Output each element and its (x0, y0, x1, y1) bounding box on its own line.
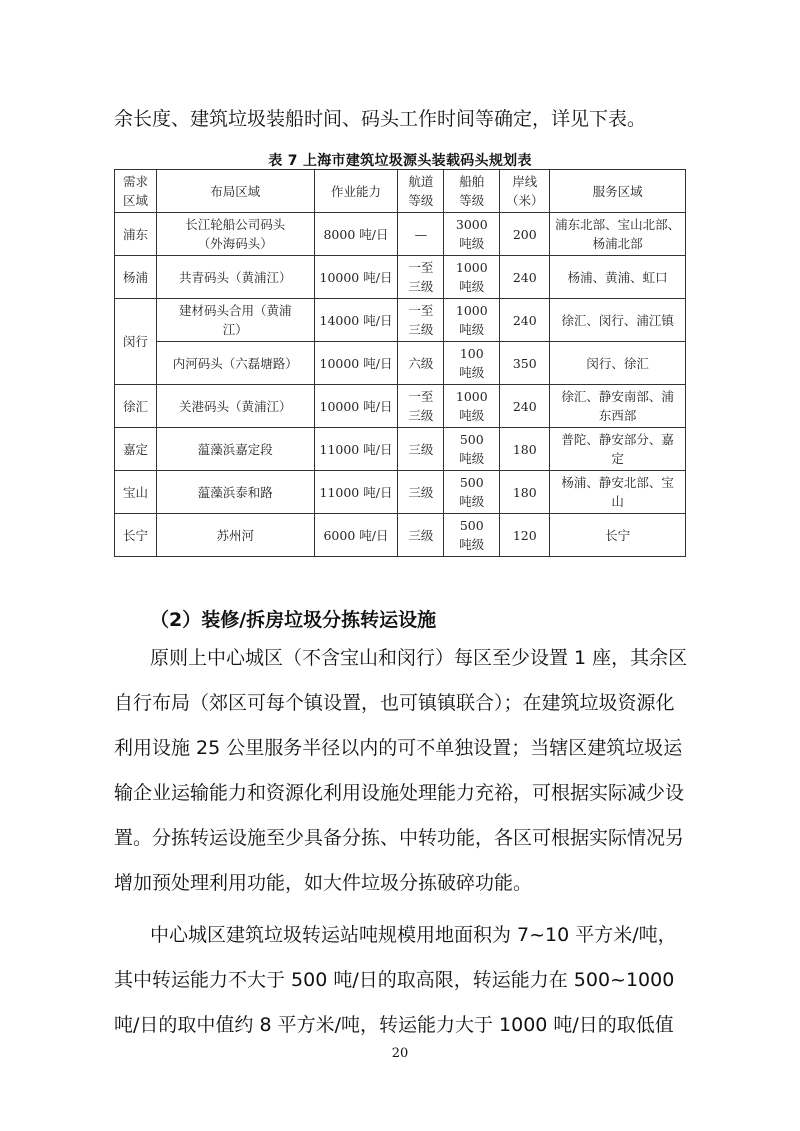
cell-district: 宝山 (115, 471, 157, 514)
cell-capacity: 8000 吨/日 (314, 213, 398, 256)
cell-vessel: 100 吨级 (444, 342, 500, 385)
header-channel: 航道 等级 (398, 170, 444, 213)
body-line: 增加预处理利用功能，如大件垃圾分拣破碎功能。 (114, 872, 533, 894)
table-caption: 表 7 上海市建筑垃圾源头装载码头规划表 (268, 153, 532, 169)
cell-channel: 三级 (398, 471, 444, 514)
cell-district: 闵行 (115, 299, 157, 385)
cell-service: 闵行、徐汇 (550, 342, 686, 385)
cell-capacity: 10000 吨/日 (314, 342, 398, 385)
table-row (115, 342, 686, 385)
cell-channel: 三级 (398, 514, 444, 557)
cell-channel: 三级 (398, 428, 444, 471)
cell-service: 杨浦、黄浦、虹口 (550, 256, 686, 299)
cell-layout: 苏州河 (156, 514, 314, 557)
cell-district: 杨浦 (115, 256, 157, 299)
table-row (115, 514, 686, 557)
section-title: （2）装修/拆房垃圾分拣转运设施 (150, 609, 437, 631)
cell-layout: 关港码头（黄浦江） (156, 385, 314, 428)
header-service: 服务区域 (550, 170, 686, 213)
table-row (115, 256, 686, 299)
cell-shoreline: 240 (500, 256, 550, 299)
table-header-row (115, 170, 686, 213)
cell-service: 浦东北部、宝山北部、 杨浦北部 (550, 213, 686, 256)
cell-shoreline: 240 (500, 299, 550, 342)
body-line: 中心城区建筑垃圾转运站吨规模用地面积为 7~10 平方米/吨， (150, 924, 677, 946)
table-row (115, 299, 686, 342)
cell-vessel: 1000 吨级 (444, 385, 500, 428)
header-vessel: 船舶 等级 (444, 170, 500, 213)
cell-capacity: 10000 吨/日 (314, 385, 398, 428)
cell-vessel: 1000 吨级 (444, 299, 500, 342)
table-row (115, 428, 686, 471)
cell-shoreline: 240 (500, 385, 550, 428)
table-row (115, 471, 686, 514)
cell-channel: 一至 三级 (398, 299, 444, 342)
cell-shoreline: 120 (500, 514, 550, 557)
cell-shoreline: 200 (500, 213, 550, 256)
cell-channel: 一至 三级 (398, 385, 444, 428)
cell-service: 徐汇、静安南部、浦 东西部 (550, 385, 686, 428)
cell-vessel: 500 吨级 (444, 471, 500, 514)
cell-service: 长宁 (550, 514, 686, 557)
cell-layout: 长江轮船公司码头 （外海码头） (156, 213, 314, 256)
body-line: 置。分拣转运设施至少具备分拣、中转功能，各区可根据实际情况另 (114, 827, 685, 849)
cell-capacity: 14000 吨/日 (314, 299, 398, 342)
cell-shoreline: 350 (500, 342, 550, 385)
dock-plan-table (114, 169, 686, 557)
body-line: 自行布局（郊区可每个镇设置，也可镇镇联合）；在建筑垃圾资源化 (114, 692, 675, 714)
cell-service: 杨浦、静安北部、宝 山 (550, 471, 686, 514)
cell-district: 徐汇 (115, 385, 157, 428)
cell-vessel: 3000 吨级 (444, 213, 500, 256)
cell-vessel: 500 吨级 (444, 428, 500, 471)
cell-shoreline: 180 (500, 471, 550, 514)
cell-district: 长宁 (115, 514, 157, 557)
body-line: 吨/日的取中值约 8 平方米/吨，转运能力大于 1000 吨/日的取低值 (114, 1014, 674, 1036)
cell-service: 普陀、静安部分、嘉 定 (550, 428, 686, 471)
cell-vessel: 1000 吨级 (444, 256, 500, 299)
header-layout: 布局区域 (156, 170, 314, 213)
cell-district: 浦东 (115, 213, 157, 256)
cell-layout: 内河码头（六磊塘路） (156, 342, 314, 385)
body-line: 输企业运输能力和资源化利用设施处理能力充裕，可根据实际减少设 (114, 782, 685, 804)
header-shoreline: 岸线 （米） (500, 170, 550, 213)
cell-vessel: 500 吨级 (444, 514, 500, 557)
cell-shoreline: 180 (500, 428, 550, 471)
cell-layout: 蕰藻浜泰和路 (156, 471, 314, 514)
header-capacity: 作业能力 (314, 170, 398, 213)
cell-capacity: 11000 吨/日 (314, 471, 398, 514)
body-line: 原则上中心城区（不含宝山和闵行）每区至少设置 1 座，其余区 (150, 647, 688, 669)
cell-layout: 蕰藻浜嘉定段 (156, 428, 314, 471)
cell-channel: 一至 三级 (398, 256, 444, 299)
cell-capacity: 10000 吨/日 (314, 256, 398, 299)
table-row (115, 385, 686, 428)
cell-district: 嘉定 (115, 428, 157, 471)
body-line: 利用设施 25 公里服务半径以内的可不单独设置；当辖区建筑垃圾运 (114, 737, 683, 759)
body-line: 其中转运能力不大于 500 吨/日的取高限，转运能力在 500~1000 (114, 969, 675, 991)
cell-capacity: 11000 吨/日 (314, 428, 398, 471)
cell-layout: 共青码头（黄浦江） (156, 256, 314, 299)
table-row (115, 213, 686, 256)
cell-layout: 建材码头合用（黄浦 江） (156, 299, 314, 342)
cell-channel: — (398, 213, 444, 256)
cell-service: 徐汇、闵行、浦江镇 (550, 299, 686, 342)
header-district: 需求 区域 (115, 170, 157, 213)
intro-line: 余长度、建筑垃圾装船时间、码头工作时间等确定，详见下表。 (114, 108, 647, 130)
cell-capacity: 6000 吨/日 (314, 514, 398, 557)
cell-channel: 六级 (398, 342, 444, 385)
page-number: 20 (391, 1046, 409, 1061)
